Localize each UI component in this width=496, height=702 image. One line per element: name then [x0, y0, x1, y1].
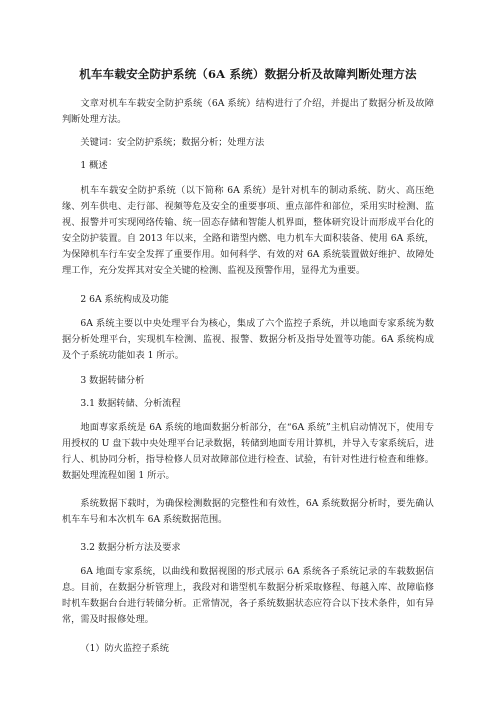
abstract-paragraph: 文章对机车车载安全防护系统（6A 系统）结构进行了介绍，并提出了数据分析及故障判断处理方法。 — [62, 98, 434, 125]
section-1-body — [62, 183, 434, 279]
section-3-1-body-a — [62, 420, 434, 484]
section-3-1-heading-block — [62, 396, 434, 412]
body-paragraph: 系统数据下载时，为确保检测数据的完整性和有效性，6A 系统数据分析时，要先确认机车车号和本次机车 6A 系统数据范围。 — [62, 498, 434, 525]
section-3-heading-block — [62, 373, 434, 389]
subsection-heading: 3.1 数据转储、分析流程 — [80, 398, 181, 409]
keywords-block — [62, 135, 434, 151]
section-2-body — [62, 316, 434, 364]
abstract-block — [62, 96, 434, 128]
section-heading: 1 概述 — [80, 160, 108, 171]
body-paragraph: 6A 系统主要以中央处理平台为核心，集成了六个监控子系统，并以地面专家系统为数据分析处理平台，实现机车检测、监视、报警、数据分析及指导处置等功能。6A 系统构成及个子系统功能如表 1 所示。 — [62, 318, 434, 361]
body-paragraph: 机车车载安全防护系统（以下简称 6A 系统）是针对机车的制动系统、防火、高压绝缘、列车供电、走行部、视频等危及安全的重要事项、重点部件和部位，采用实时检测、监视、报警并可实现网络传输、统一固态存储和智能人机界面，整体研究设计而形成平台化的安全防护装置。自 2013 年以来，全路和谐型内燃、电力机车大面积装备、使用 6A 系统，为保障机车行车安全发挥了重要作用。如何科学、有效的对 6A 系统装置做好维护、故障处理工作，充分发挥其对安全关键的检测、监视及预警作用，显得尤为重要。 — [62, 185, 434, 276]
keywords-line: 关键词：安全防护系统；数据分析；处理方法 — [80, 137, 265, 148]
fire-subsystem-heading-block — [62, 641, 434, 657]
section-heading: 2 6A 系统构成及功能 — [80, 294, 169, 305]
section-heading: 3 数据转储分析 — [80, 375, 145, 386]
section-3-2-heading-block — [62, 540, 434, 556]
section-3-1-body-b — [62, 496, 434, 528]
section-1-heading-block — [62, 158, 434, 174]
section-3-2-body — [62, 564, 434, 628]
document-title: 机车车载安全防护系统（6A 系统）数据分析及故障判断处理方法 — [79, 67, 417, 81]
body-paragraph: 6A 地面专家系统，以曲线和数据视图的形式展示 6A 系统各子系统记录的车载数据信息。目前，在数据分析管理上，我段对和谐型机车数据分析采取修程、每越入库、故障临修时机车数据台台进行转储分析。正常情况，各子系统数据状态应符合以下技术条件，如有异常，需及时报修处理。 — [62, 566, 434, 625]
subsection-heading: 3.2 数据分析方法及要求 — [80, 542, 181, 553]
item-heading: （1）防火监控子系统 — [80, 643, 169, 654]
section-2-heading-block — [62, 292, 434, 308]
body-paragraph: 地面専家系统是 6A 系统的地面数据分析部分，在“6A 系统”主机启动情况下，使用专用授权的 U 盘下载中央处理平台记录数据，转储到地面专用计算机，并导入专家系统后，进行人、机协同分析，指导检修人员对故障部位进行检查、试验，有针对性进行检查和维修。数据处理流程如图 1 所示。 — [62, 422, 434, 481]
